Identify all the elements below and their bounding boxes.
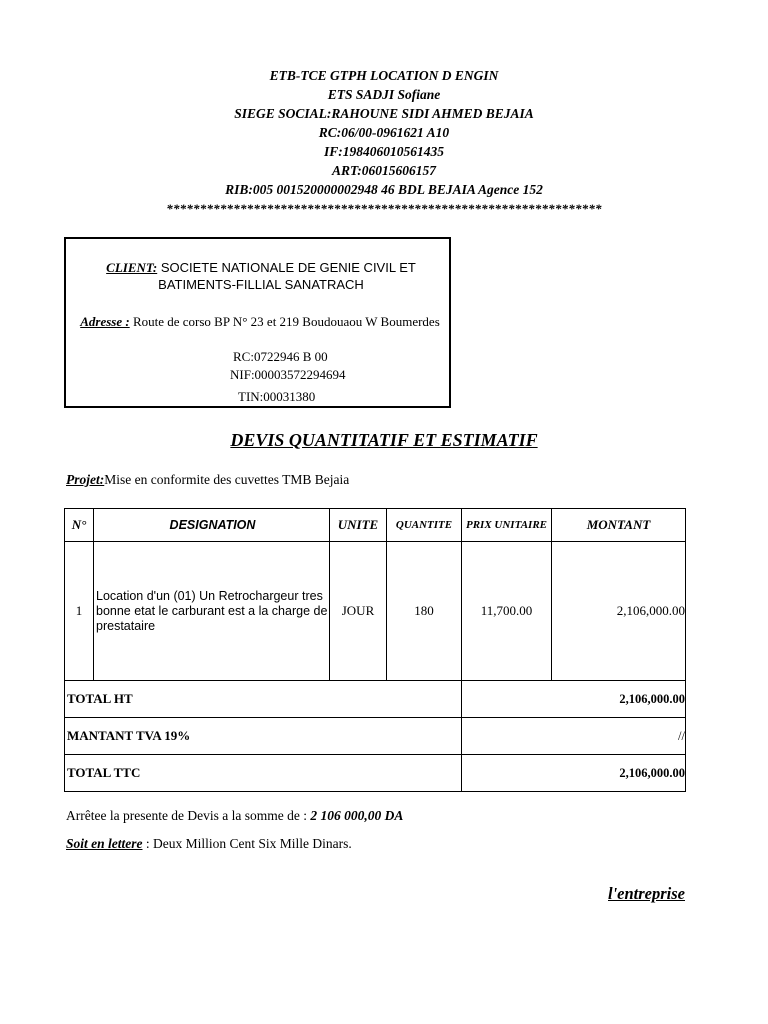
tva-label: MANTANT TVA 19% (65, 718, 462, 755)
header-line: RIB:005 001520000002948 46 BDL BEJAIA Agence 152 (225, 182, 543, 197)
client-rc: RC:0722946 B 00 (233, 349, 328, 364)
total-ttc-label: TOTAL TTC (65, 755, 462, 792)
project-line (66, 472, 349, 488)
quote-table (64, 508, 686, 792)
header-line: ART:06015606157 (332, 163, 436, 178)
cell-montant: 2,106,000.00 (552, 542, 686, 681)
tva-value: // (462, 718, 686, 755)
total-ht-value: 2,106,000.00 (462, 681, 686, 718)
header-line: RC:06/00-0961621 A10 (318, 125, 450, 140)
amount-in-words (66, 836, 352, 852)
table-row (65, 542, 686, 681)
header-line: SIEGE SOCIAL:RAHOUNE SIDI AHMED BEJAIA (234, 106, 534, 121)
document-title-text: DEVIS QUANTITATIF ET ESTIMATIF (230, 430, 538, 450)
client-label: CLIENT: (106, 260, 158, 275)
header-line: ETS SADJI Sofiane (327, 87, 441, 102)
header-unite: UNITE (330, 509, 387, 542)
project-value: Mise en conformite des cuvettes TMB Bejaia (104, 472, 350, 487)
star-divider: ***************************************************************** (166, 201, 602, 216)
client-box (64, 237, 451, 408)
amount-statement-text: Arrêtee la presente de Devis a la somme de : (66, 808, 311, 823)
header-designation: DESIGNATION (94, 509, 330, 542)
client-address: Route de corso BP N° 23 et 219 Boudouaou W Boumerdes (129, 314, 440, 329)
document-title (0, 430, 768, 451)
address-label: Adresse : (80, 314, 130, 329)
header-prix: PRIX UNITAIRE (462, 509, 552, 542)
tva-row (65, 718, 686, 755)
header-montant: MONTANT (552, 509, 686, 542)
client-nif: NIF:00003572294694 (230, 367, 346, 382)
amount-statement-value: 2 106 000,00 DA (310, 808, 404, 823)
header-quantite: QUANTITE (387, 509, 462, 542)
total-ht-label: TOTAL HT (65, 681, 462, 718)
company-header (0, 66, 768, 218)
total-ttc-row (65, 755, 686, 792)
cell-n: 1 (65, 542, 94, 681)
project-label: Projet: (66, 472, 105, 487)
client-name: SOCIETE NATIONALE DE GENIE CIVIL ET BATIMENTS-FILLIAL SANATRACH (157, 260, 416, 292)
total-ht-row (65, 681, 686, 718)
amount-in-words-label: Soit en lettere (66, 836, 143, 851)
amount-in-words-text: : Deux Million Cent Six Mille Dinars. (142, 836, 352, 851)
amount-statement (66, 808, 403, 824)
total-ttc-value: 2,106,000.00 (462, 755, 686, 792)
header-line: ETB-TCE GTPH LOCATION D ENGIN (269, 68, 499, 83)
cell-prix: 11,700.00 (462, 542, 552, 681)
cell-designation: Location d'un (01) Un Retrochargeur tres bonne etat le carburant est a la charge de prestataire (94, 542, 330, 681)
header-n: N° (65, 509, 94, 542)
client-address-line (80, 313, 440, 330)
table-header-row (65, 509, 686, 542)
header-line: IF:198406010561435 (323, 144, 444, 159)
client-tin: TIN:00031380 (238, 389, 316, 404)
signature-label: l'entreprise (608, 884, 685, 903)
cell-quantite: 180 (387, 542, 462, 681)
client-name-line (76, 259, 446, 293)
cell-unite: JOUR (330, 542, 387, 681)
